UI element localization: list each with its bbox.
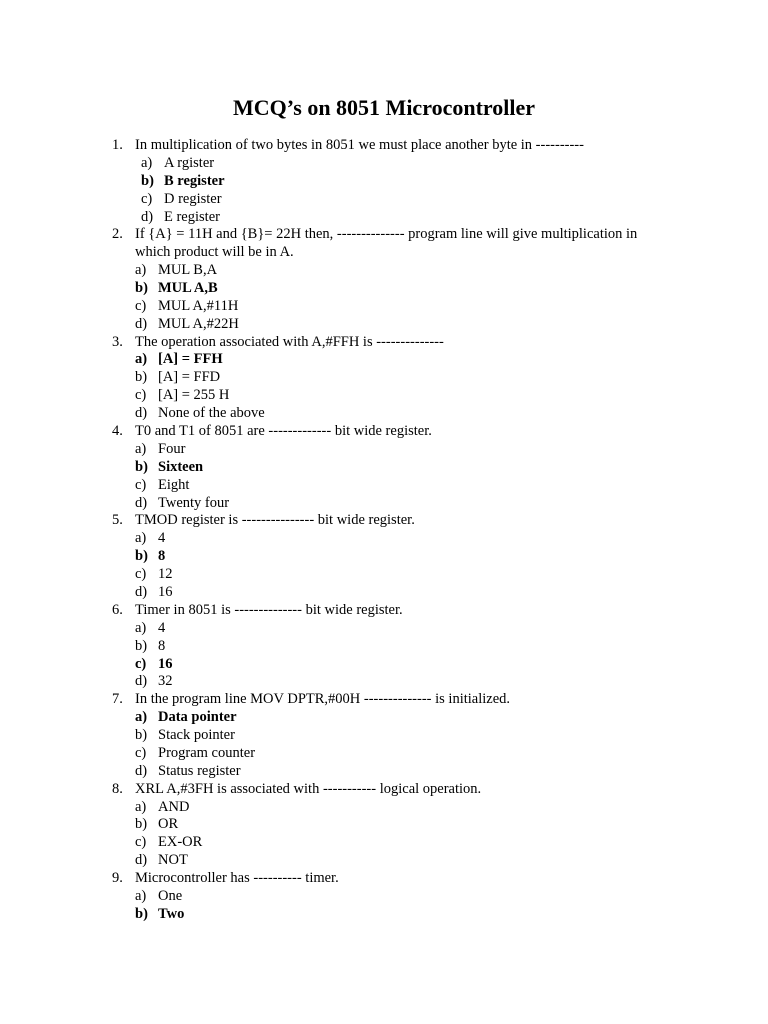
- option-text: [A] = FFD: [158, 369, 221, 386]
- question-number: 7.: [112, 691, 123, 708]
- option-letter: c): [135, 655, 147, 672]
- question-text: In the program line MOV DPTR,#00H -------------- is initialized.: [135, 691, 511, 708]
- option: [0, 530, 768, 548]
- question-number: 1.: [112, 137, 123, 153]
- option-correct: [0, 459, 768, 477]
- option: [0, 477, 768, 495]
- option-letter: d): [135, 673, 148, 690]
- option-text: 32: [158, 673, 173, 690]
- question-number: 8.: [112, 780, 123, 797]
- option-letter: c): [135, 834, 147, 851]
- option-letter: d): [135, 315, 148, 332]
- option-text: Two: [158, 905, 185, 922]
- option-text: OR: [158, 816, 179, 833]
- option-letter: d): [135, 584, 148, 600]
- option-text: [A] = FFH: [158, 351, 223, 368]
- question-text: If {A} = 11H and {B}= 22H then, -------------- program line will give multiplication in which product will be in A.: [135, 226, 638, 261]
- question: [0, 781, 768, 870]
- option-letter: a): [135, 440, 147, 457]
- question-stem: [0, 512, 768, 530]
- option-letter: b): [135, 727, 148, 744]
- question-stem: [0, 602, 768, 620]
- option-correct: [0, 709, 768, 727]
- option-text: MUL A,B: [158, 279, 218, 296]
- option-letter: c): [141, 190, 153, 207]
- option: [0, 495, 768, 513]
- option-letter: b): [135, 458, 148, 475]
- question: [0, 512, 768, 601]
- option-text: 16: [158, 584, 173, 600]
- option-letter: d): [135, 852, 148, 869]
- option-letter: a): [135, 530, 147, 547]
- option: [0, 441, 768, 459]
- option-text: Eight: [158, 476, 190, 493]
- question-stem: [0, 781, 768, 799]
- option-letter: b): [141, 172, 154, 189]
- option-letter: b): [135, 905, 148, 922]
- option-text: B register: [164, 172, 225, 189]
- option-correct: [0, 351, 768, 369]
- option-text: 8: [158, 637, 166, 654]
- question: [0, 226, 768, 333]
- option-text: Stack pointer: [158, 727, 235, 744]
- question: [0, 870, 768, 924]
- option-letter: d): [135, 405, 148, 422]
- option-letter: a): [135, 619, 147, 636]
- question-number: 9.: [112, 870, 123, 887]
- option-text: 8: [158, 548, 166, 565]
- option-text: [A] = 255 H: [158, 387, 230, 404]
- option-text: Sixteen: [158, 458, 204, 475]
- option-text: AND: [158, 798, 190, 815]
- option-letter: b): [135, 279, 148, 296]
- question-number: 3.: [112, 333, 123, 350]
- option: [0, 834, 768, 852]
- question-stem: [0, 691, 768, 709]
- option-letter: c): [135, 387, 147, 404]
- option-correct: [0, 906, 768, 924]
- option: [0, 620, 768, 638]
- option-letter: a): [135, 351, 148, 368]
- option: [0, 298, 768, 316]
- question: [0, 602, 768, 691]
- question-text: Microcontroller has ---------- timer.: [135, 870, 339, 887]
- option-letter: b): [135, 816, 148, 833]
- option-text: Status register: [158, 762, 241, 779]
- option-letter: b): [135, 637, 148, 654]
- question-stem: [0, 423, 768, 441]
- option-letter: d): [135, 762, 148, 779]
- question-stem: [0, 870, 768, 888]
- option-text: EX-OR: [158, 834, 203, 851]
- option: [0, 852, 768, 870]
- option-letter: a): [141, 154, 153, 171]
- question: [0, 691, 768, 780]
- question: [0, 334, 768, 423]
- option-letter: d): [135, 494, 148, 511]
- option-text: E register: [164, 208, 220, 225]
- option-letter: a): [135, 798, 147, 815]
- option: [0, 727, 768, 745]
- option: [0, 799, 768, 817]
- option: [0, 387, 768, 405]
- option: [0, 209, 768, 227]
- option-letter: d): [141, 208, 154, 225]
- option: [0, 888, 768, 906]
- option-text: A rgister: [164, 154, 215, 171]
- option: [0, 155, 768, 173]
- option: [0, 763, 768, 781]
- question-text: XRL A,#3FH is associated with ----------- logical operation.: [135, 780, 482, 797]
- option-letter: c): [135, 297, 147, 314]
- option-letter: c): [135, 744, 147, 761]
- option-text: NOT: [158, 852, 188, 869]
- question-stem: [0, 334, 768, 352]
- option-text: One: [158, 887, 183, 904]
- option: [0, 262, 768, 280]
- page-title: MCQ’s on 8051 Microcontroller: [232, 95, 536, 120]
- option-text: 4: [158, 619, 166, 636]
- option: [0, 584, 768, 602]
- option-correct: [0, 280, 768, 298]
- option-text: Data pointer: [158, 709, 237, 726]
- option: [0, 405, 768, 423]
- question-number: 2.: [112, 226, 123, 243]
- option-letter: a): [135, 887, 147, 904]
- option-letter: a): [135, 262, 147, 279]
- option-letter: c): [135, 566, 147, 583]
- option-letter: a): [135, 709, 148, 726]
- question-number: 6.: [112, 601, 123, 618]
- option-text: MUL A,#11H: [158, 297, 239, 314]
- option: [0, 816, 768, 834]
- option-text: Four: [158, 440, 186, 457]
- option-correct: [0, 656, 768, 674]
- option: [0, 638, 768, 656]
- option: [0, 673, 768, 691]
- option: [0, 316, 768, 334]
- question-text: Timer in 8051 is -------------- bit wide register.: [135, 601, 403, 618]
- question-text: TMOD register is --------------- bit wide register.: [135, 512, 415, 529]
- option-text: MUL A,#22H: [158, 315, 239, 332]
- question-stem: [0, 226, 768, 262]
- question: [0, 423, 768, 512]
- option-letter: b): [135, 548, 148, 565]
- question-text: T0 and T1 of 8051 are ------------- bit wide register.: [135, 423, 432, 440]
- option-text: Twenty four: [158, 494, 230, 511]
- option-letter: c): [135, 476, 147, 493]
- option: [0, 566, 768, 584]
- option-text: None of the above: [158, 405, 265, 422]
- option: [0, 191, 768, 209]
- question-text: In multiplication of two bytes in 8051 we must place another byte in ----------: [135, 137, 584, 153]
- option-correct: [0, 548, 768, 566]
- question-number: 4.: [112, 423, 123, 440]
- question-list: [0, 137, 768, 924]
- option-text: 4: [158, 530, 166, 547]
- option-text: D register: [164, 190, 222, 207]
- option: [0, 369, 768, 387]
- option-text: Program counter: [158, 744, 256, 761]
- option-text: 16: [158, 655, 173, 672]
- question-text: The operation associated with A,#FFH is --------------: [135, 333, 444, 350]
- option-letter: b): [135, 369, 148, 386]
- option: [0, 745, 768, 763]
- option-text: 12: [158, 566, 173, 583]
- option-correct: [0, 173, 768, 191]
- option-text: MUL B,A: [158, 262, 218, 279]
- question-stem: [0, 137, 768, 155]
- question: [0, 137, 768, 226]
- question-number: 5.: [112, 512, 123, 529]
